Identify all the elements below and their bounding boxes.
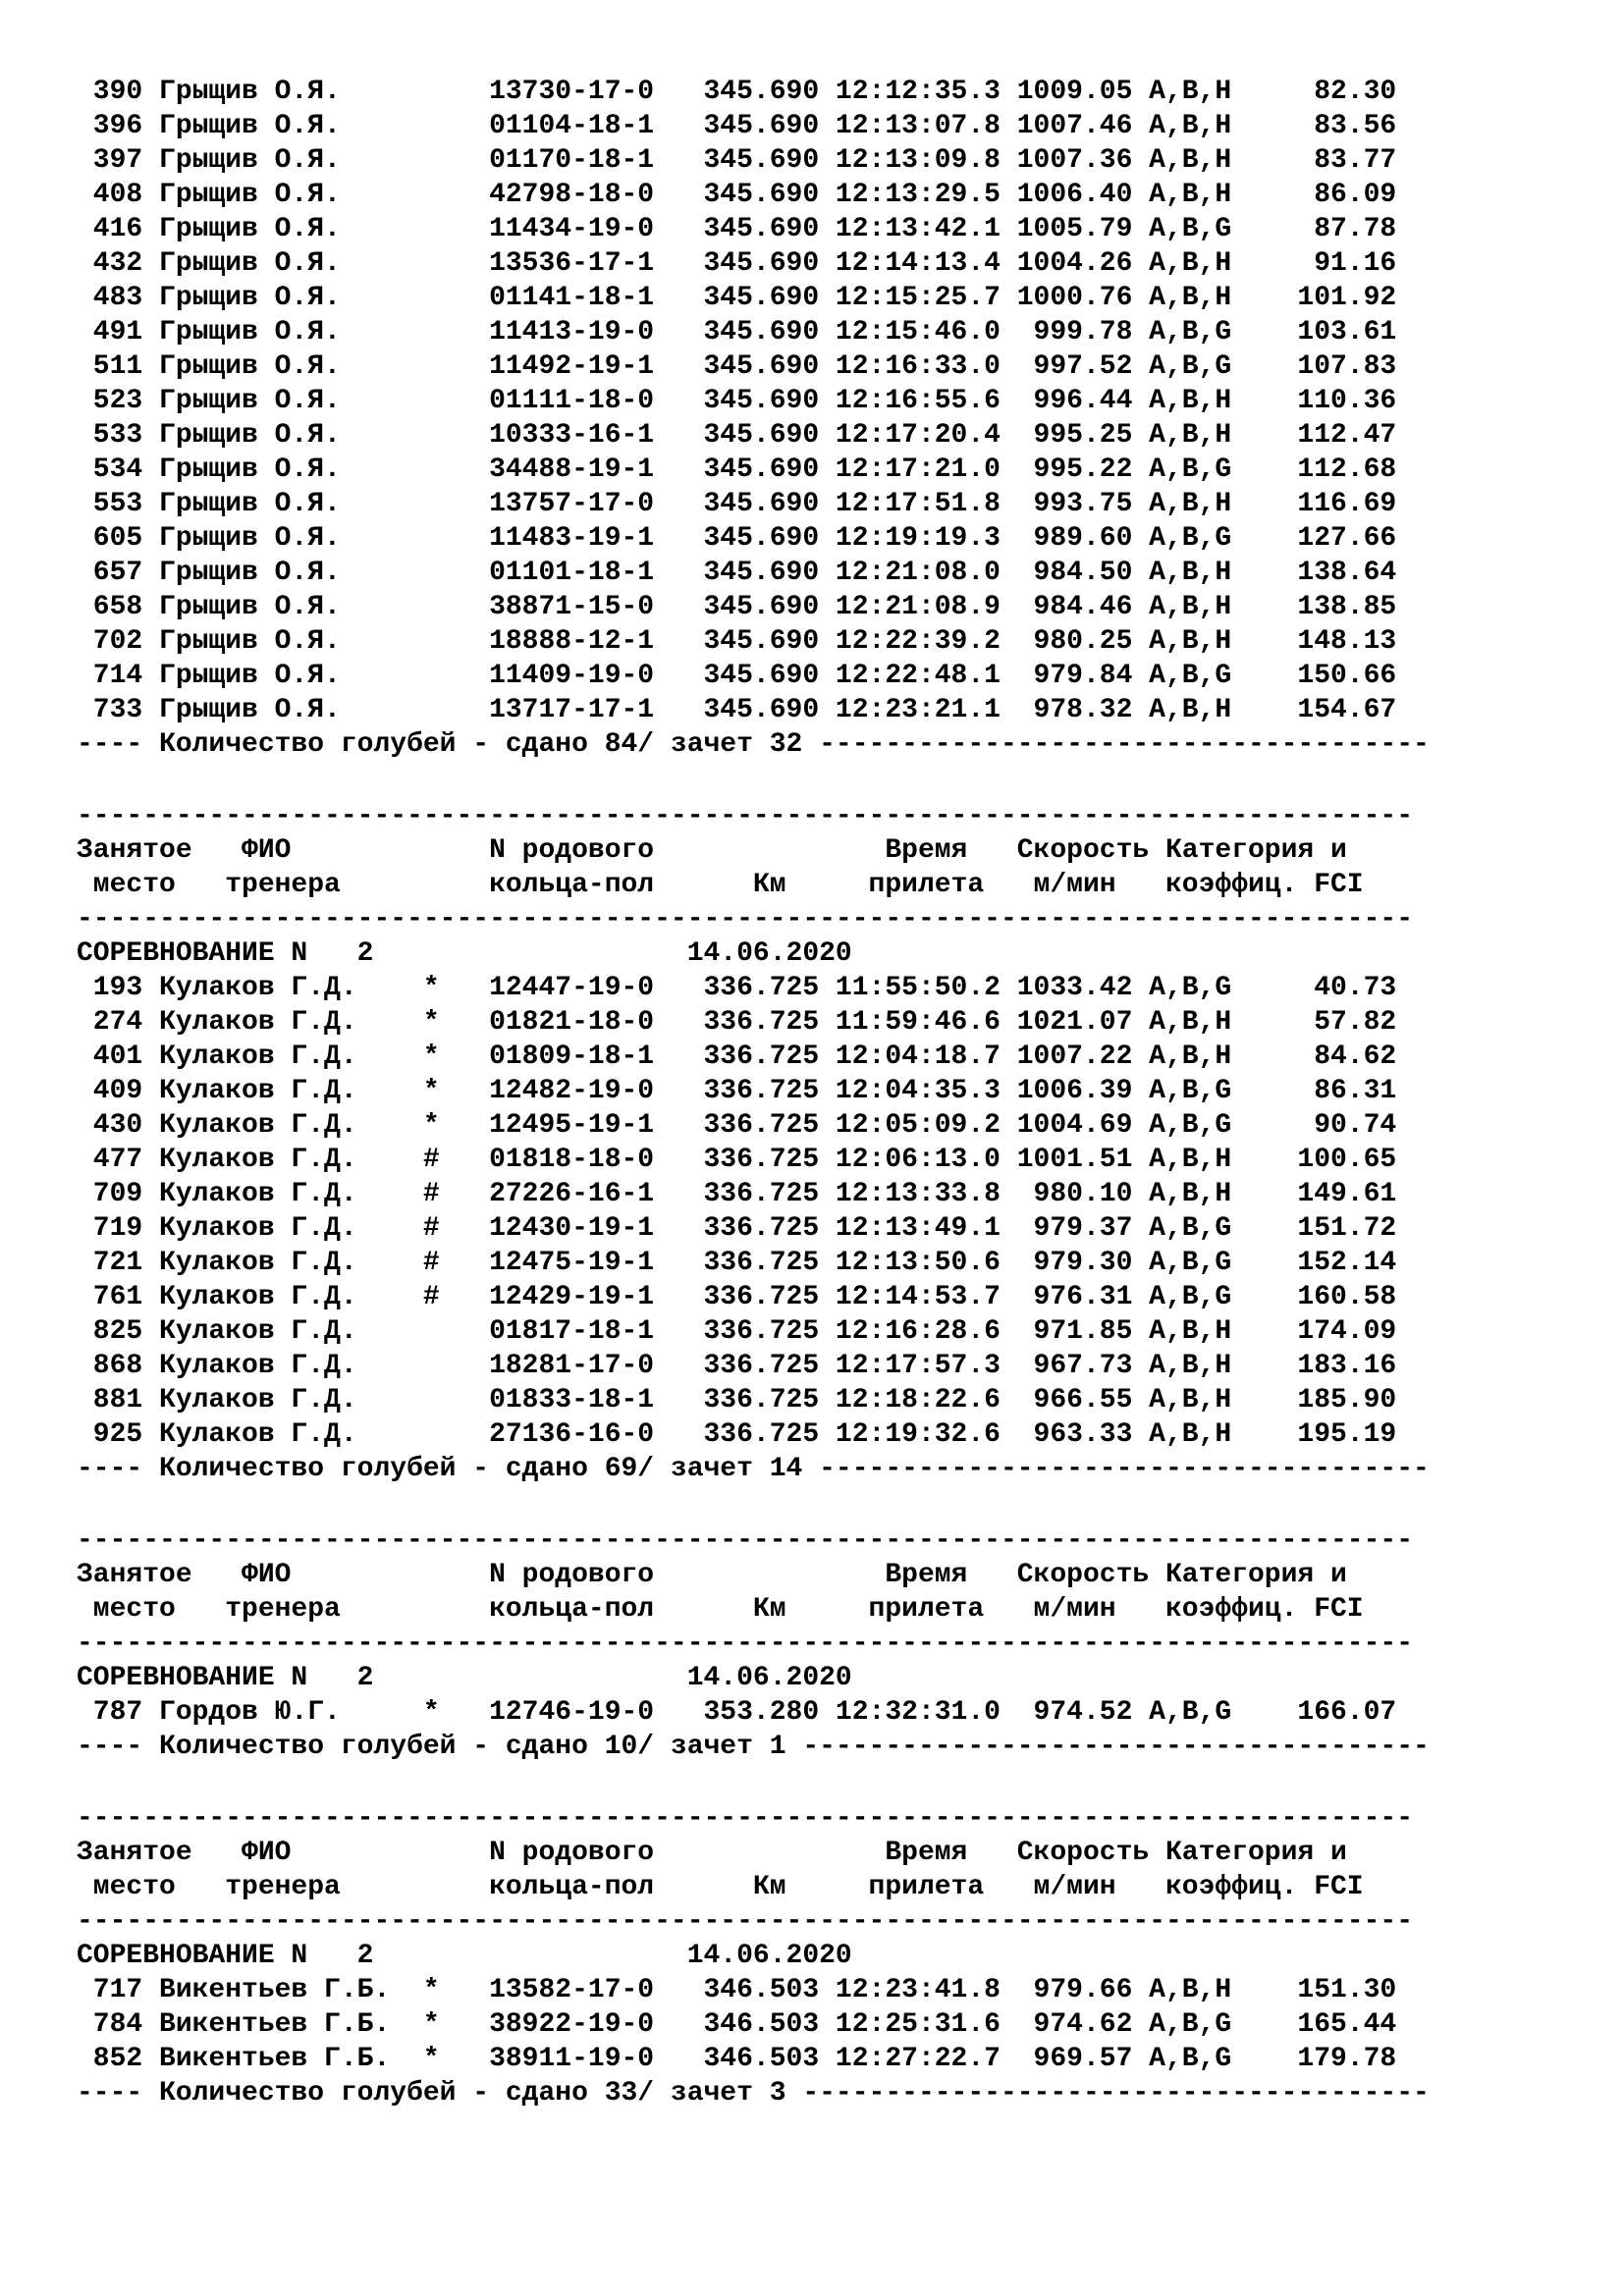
table-row: 787 Гордов Ю.Г. * 12746-19-0 353.280 12:32:31.0 974.52 A,B,G 166.07 — [77, 1697, 1397, 1728]
table-row: 721 Кулаков Г.Д. # 12475-19-1 336.725 12:13:50.6 979.30 A,B,G 152.14 — [77, 1248, 1397, 1278]
table-row: 784 Викентьев Г.Б. * 38922-19-0 346.503 12:25:31.6 974.62 A,B,G 165.44 — [77, 2009, 1397, 2040]
summary-line: ---- Количество голубей - сдано 33/ зачет 3 -------------------------------------- — [77, 2078, 1430, 2109]
table-row: 483 Грыщив О.Я. 01141-18-1 345.690 12:15:25.7 1000.76 A,B,H 101.92 — [77, 283, 1397, 313]
table-row: 658 Грыщив О.Я. 38871-15-0 345.690 12:21:08.9 984.46 A,B,H 138.85 — [77, 592, 1397, 622]
spacer — [77, 1764, 1430, 1801]
table-row: 416 Грыщив О.Я. 11434-19-0 345.690 12:13:42.1 1005.79 A,B,G 87.78 — [77, 214, 1397, 244]
table-row: 605 Грыщив О.Я. 11483-19-1 345.690 12:19:19.3 989.60 A,B,G 127.66 — [77, 523, 1397, 554]
spacer — [77, 1486, 1430, 1523]
competition-line — [77, 1661, 1430, 1695]
column-header-line-1: Занятое ФИО N родового Время Скорость Категория и — [77, 1560, 1347, 1590]
column-header-line-2: место тренера кольца-пол Км прилета м/мин коэффиц. FCI — [77, 1594, 1364, 1625]
table-row: 553 Грыщив О.Я. 13757-17-0 345.690 12:17:51.8 993.75 A,B,H 116.69 — [77, 489, 1397, 519]
column-header-line-1: Занятое ФИО N родового Время Скорость Категория и — [77, 1838, 1347, 1868]
table-row: 709 Кулаков Г.Д. # 27226-16-1 336.725 12:13:33.8 980.10 A,B,H 149.61 — [77, 1179, 1397, 1209]
header-rule-top: --------------------------------------------------------------------------------- — [77, 1803, 1414, 1834]
header-rule-bottom: --------------------------------------------------------------------------------- — [77, 1906, 1414, 1937]
table-row: 714 Грыщив О.Я. 11409-19-0 345.690 12:22:48.1 979.84 A,B,G 150.66 — [77, 661, 1397, 691]
column-header-line-1: Занятое ФИО N родового Время Скорость Категория и — [77, 835, 1347, 866]
competition-title: СОРЕВНОВАНИЕ N 2 — [77, 1941, 687, 1971]
competition-line — [77, 936, 1430, 971]
table-row: 717 Викентьев Г.Б. * 13582-17-0 346.503 12:23:41.8 979.66 A,B,H 151.30 — [77, 1975, 1397, 2005]
column-header-line-2: место тренера кольца-пол Км прилета м/мин коэффиц. FCI — [77, 1872, 1364, 1902]
table-row: 511 Грыщив О.Я. 11492-19-1 345.690 12:16:33.0 997.52 A,B,G 107.83 — [77, 351, 1397, 382]
table-row: 397 Грыщив О.Я. 01170-18-1 345.690 12:13:09.8 1007.36 A,B,H 83.77 — [77, 145, 1397, 176]
header-rule-top: --------------------------------------------------------------------------------- — [77, 801, 1414, 831]
header-rule-bottom: --------------------------------------------------------------------------------- — [77, 904, 1414, 934]
table-row: 396 Грыщив О.Я. 01104-18-1 345.690 12:13:07.8 1007.46 A,B,H 83.56 — [77, 111, 1397, 141]
summary-line: ---- Количество голубей - сдано 84/ зачет 32 ------------------------------------- — [77, 729, 1430, 760]
competition-title: СОРЕВНОВАНИЕ N 2 — [77, 938, 687, 969]
table-row: 274 Кулаков Г.Д. * 01821-18-0 336.725 11:59:46.6 1021.07 A,B,H 57.82 — [77, 1007, 1397, 1038]
summary-line: ---- Количество голубей - сдано 69/ зачет 14 ------------------------------------- — [77, 1454, 1430, 1484]
table-row: 881 Кулаков Г.Д. 01833-18-1 336.725 12:18:22.6 966.55 A,B,H 185.90 — [77, 1385, 1397, 1415]
table-row: 193 Кулаков Г.Д. * 12447-19-0 336.725 11:55:50.2 1033.42 A,B,G 40.73 — [77, 973, 1397, 1003]
table-row: 401 Кулаков Г.Д. * 01809-18-1 336.725 12:04:18.7 1007.22 A,B,H 84.62 — [77, 1041, 1397, 1072]
table-row: 534 Грыщив О.Я. 34488-19-1 345.690 12:17:21.0 995.22 A,B,G 112.68 — [77, 454, 1397, 485]
table-row: 523 Грыщив О.Я. 01111-18-0 345.690 12:16:55.6 996.44 A,B,H 110.36 — [77, 386, 1397, 416]
table-row: 390 Грыщив О.Я. 13730-17-0 345.690 12:12:35.3 1009.05 A,B,H 82.30 — [77, 77, 1397, 107]
table-row: 852 Викентьев Г.Б. * 38911-19-0 346.503 12:27:22.7 969.57 A,B,G 179.78 — [77, 2044, 1397, 2074]
competition-title: СОРЕВНОВАНИЕ N 2 — [77, 1663, 687, 1693]
column-header-line-2: место тренера кольца-пол Км прилета м/мин коэффиц. FCI — [77, 870, 1364, 900]
table-row: 432 Грыщив О.Я. 13536-17-1 345.690 12:14:13.4 1004.26 A,B,H 91.16 — [77, 248, 1397, 279]
table-row: 409 Кулаков Г.Д. * 12482-19-0 336.725 12:04:35.3 1006.39 A,B,G 86.31 — [77, 1076, 1397, 1106]
table-row: 702 Грыщив О.Я. 18888-12-1 345.690 12:22:39.2 980.25 A,B,H 148.13 — [77, 626, 1397, 657]
spacer — [77, 762, 1430, 799]
table-row: 733 Грыщив О.Я. 13717-17-1 345.690 12:23:21.1 978.32 A,B,H 154.67 — [77, 695, 1397, 725]
table-row: 477 Кулаков Г.Д. # 01818-18-0 336.725 12:06:13.0 1001.51 A,B,H 100.65 — [77, 1145, 1397, 1175]
table-row: 491 Грыщив О.Я. 11413-19-0 345.690 12:15:46.0 999.78 A,B,G 103.61 — [77, 317, 1397, 347]
table-row: 657 Грыщив О.Я. 01101-18-1 345.690 12:21:08.0 984.50 A,B,H 138.64 — [77, 558, 1397, 588]
table-row: 430 Кулаков Г.Д. * 12495-19-1 336.725 12:05:09.2 1004.69 A,B,G 90.74 — [77, 1110, 1397, 1141]
table-row: 719 Кулаков Г.Д. # 12430-19-1 336.725 12:13:49.1 979.37 A,B,G 151.72 — [77, 1213, 1397, 1244]
header-rule-bottom: --------------------------------------------------------------------------------- — [77, 1629, 1414, 1659]
table-row: 925 Кулаков Г.Д. 27136-16-0 336.725 12:19:32.6 963.33 A,B,H 195.19 — [77, 1419, 1397, 1450]
table-row: 868 Кулаков Г.Д. 18281-17-0 336.725 12:17:57.3 967.73 A,B,H 183.16 — [77, 1351, 1397, 1381]
table-row: 533 Грыщив О.Я. 10333-16-1 345.690 12:17:20.4 995.25 A,B,H 112.47 — [77, 420, 1397, 451]
table-row: 408 Грыщив О.Я. 42798-18-0 345.690 12:13:29.5 1006.40 A,B,H 86.09 — [77, 180, 1397, 210]
competition-line — [77, 1939, 1430, 1973]
header-rule-top: --------------------------------------------------------------------------------- — [77, 1525, 1414, 1556]
competition-date: 14.06.2020 — [686, 1663, 852, 1693]
competition-date: 14.06.2020 — [686, 1941, 852, 1971]
results-report — [77, 75, 1430, 2110]
table-row: 761 Кулаков Г.Д. # 12429-19-1 336.725 12:14:53.7 976.31 A,B,G 160.58 — [77, 1282, 1397, 1312]
table-row: 825 Кулаков Г.Д. 01817-18-1 336.725 12:16:28.6 971.85 A,B,H 174.09 — [77, 1316, 1397, 1347]
competition-date: 14.06.2020 — [686, 938, 852, 969]
summary-line: ---- Количество голубей - сдано 10/ зачет 1 -------------------------------------- — [77, 1732, 1430, 1762]
